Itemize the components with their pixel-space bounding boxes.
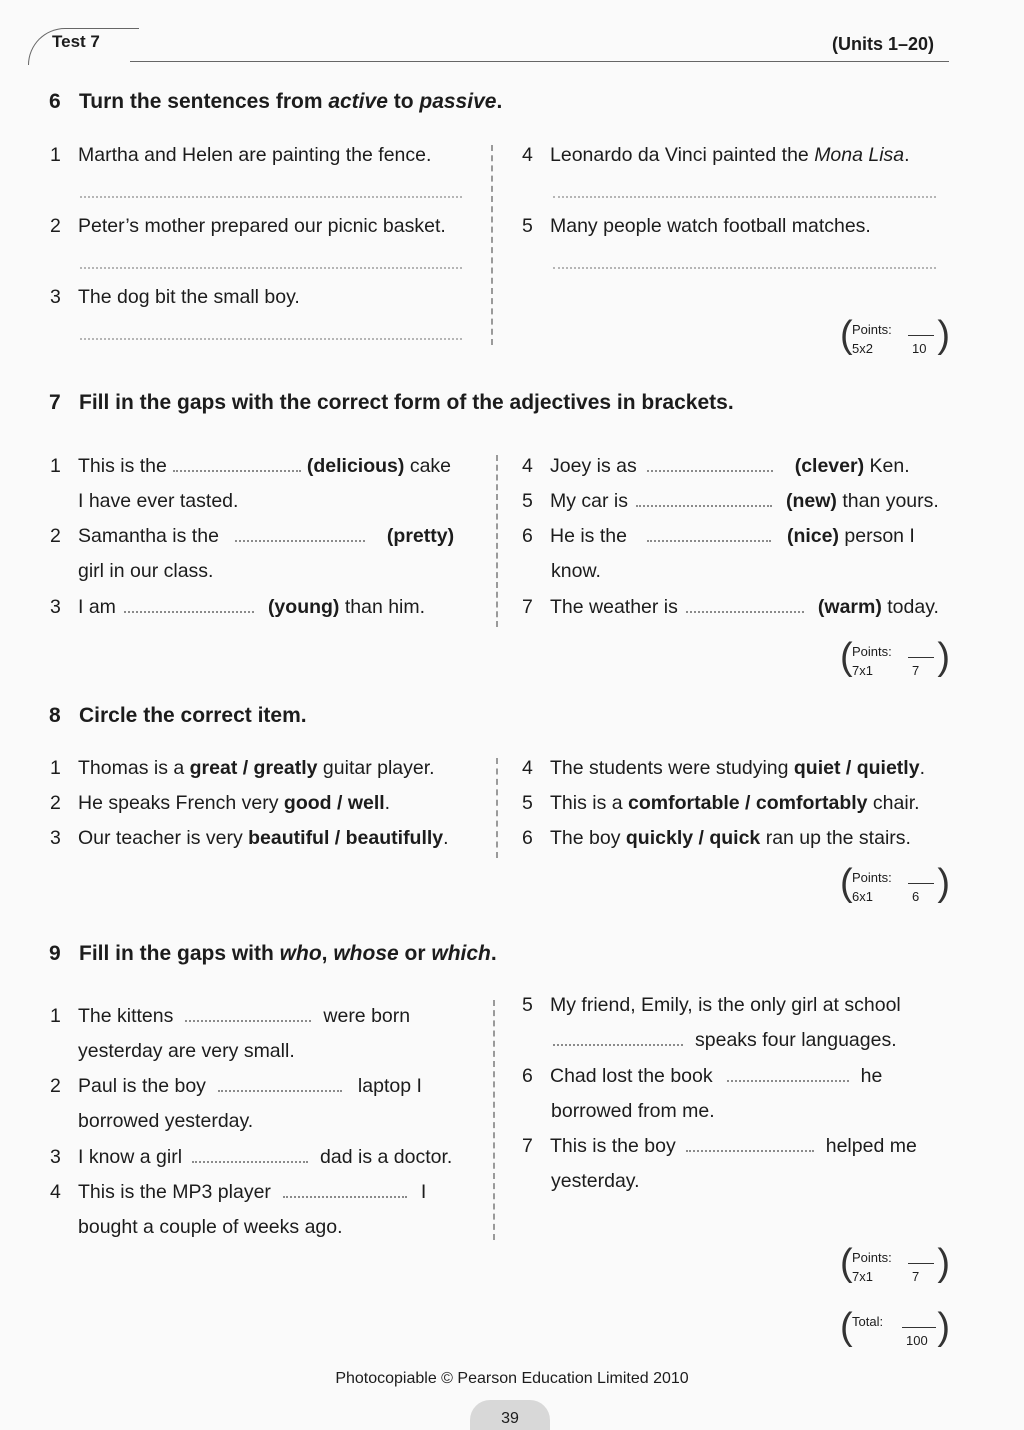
gap[interactable] <box>636 491 772 507</box>
s9-item-4-cont: bought a couple of weeks ago. <box>78 1216 343 1238</box>
s8-item-5: 5 This is a comfortable / comfortably chair. <box>522 792 920 814</box>
s7-item-2: 2 Samantha is the (pretty) <box>50 525 455 547</box>
s6-item-4: 4 Leonardo da Vinci painted the Mona Lisa. <box>522 144 910 166</box>
s9-item-6: 6 Chad lost the book he <box>522 1065 883 1087</box>
total-box: ( Total: 100 ) <box>840 1306 950 1348</box>
section-9-title: 9 Fill in the gaps with who, whose or which. <box>49 942 497 965</box>
s7-item-2-cont: girl in our class. <box>78 560 214 582</box>
points-box-6: ( Points: 5x2 10 ) <box>840 314 950 356</box>
s7-item-5: 5 My car is (new) than yours. <box>522 490 939 512</box>
points-box-8: ( Points: 6x1 6 ) <box>840 862 950 904</box>
gap[interactable] <box>686 597 804 613</box>
gap[interactable] <box>686 1136 814 1152</box>
s9-item-2: 2 Paul is the boy laptop I <box>50 1075 422 1097</box>
s8-item-6: 6 The boy quickly / quick ran up the stairs. <box>522 827 911 849</box>
gap[interactable] <box>647 456 773 472</box>
column-divider <box>491 145 493 345</box>
s8-item-3: 3 Our teacher is very beautiful / beautifully. <box>50 827 449 849</box>
s9-item-7: 7 This is the boy helped me <box>522 1135 917 1157</box>
s6-item-1: 1 Martha and Helen are painting the fence. <box>50 144 432 166</box>
gap[interactable] <box>192 1147 308 1163</box>
gap[interactable] <box>283 1182 407 1198</box>
header-rule <box>130 61 949 62</box>
s9-item-5: 5 My friend, Emily, is the only girl at school <box>522 994 901 1016</box>
s6-item-5: 5 Many people watch football matches. <box>522 215 871 237</box>
s6-item-2: 2 Peter’s mother prepared our picnic basket. <box>50 215 446 237</box>
s7-item-7: 7 The weather is (warm) today. <box>522 596 939 618</box>
gap[interactable] <box>235 526 365 542</box>
copyright-footer: Photocopiable © Pearson Education Limited 2010 <box>335 1370 689 1387</box>
s8-item-1: 1 Thomas is a great / greatly guitar player. <box>50 757 435 779</box>
s9-item-2-cont: borrowed yesterday. <box>78 1110 254 1132</box>
s9-item-6-cont: borrowed from me. <box>551 1100 715 1122</box>
gap[interactable] <box>218 1076 342 1092</box>
s7-item-3: 3 I am (young) than him. <box>50 596 426 618</box>
section-8-title: 8 Circle the correct item. <box>49 704 307 727</box>
points-box-9: ( Points: 7x1 7 ) <box>840 1242 950 1284</box>
gap[interactable] <box>124 597 254 613</box>
gap[interactable] <box>173 456 301 472</box>
column-divider <box>493 1000 495 1240</box>
s7-item-4: 4 Joey is as (clever) Ken. <box>522 455 910 477</box>
test-title: Test 7 <box>52 32 100 51</box>
units-label: (Units 1–20) <box>832 34 935 54</box>
s9-item-1-cont: yesterday are very small. <box>78 1040 295 1062</box>
section-7-title: 7 Fill in the gaps with the correct form of the adjectives in brackets. <box>49 391 734 414</box>
s7-item-6: 6 He is the (nice) person I <box>522 525 915 547</box>
s9-item-3: 3 I know a girl dad is a doctor. <box>50 1146 453 1168</box>
s9-item-4: 4 This is the MP3 player I <box>50 1181 427 1203</box>
s7-item-1-cont: I have ever tasted. <box>78 490 239 512</box>
page-number: 39 <box>470 1400 550 1430</box>
gap[interactable] <box>647 526 771 542</box>
gap[interactable] <box>185 1006 311 1022</box>
s8-item-4: 4 The students were studying quiet / quietly. <box>522 757 925 779</box>
s8-item-2: 2 He speaks French very good / well. <box>50 792 391 814</box>
s9-item-1: 1 The kittens were born <box>50 1005 411 1027</box>
answer-line[interactable] <box>80 196 462 198</box>
column-divider <box>496 455 498 627</box>
s9-item-7-cont: yesterday. <box>551 1170 640 1192</box>
s6-item-3: 3 The dog bit the small boy. <box>50 286 300 308</box>
answer-line[interactable] <box>80 267 462 269</box>
column-divider <box>496 758 498 858</box>
answer-line[interactable] <box>553 196 936 198</box>
s9-item-5-cont: speaks four languages. <box>551 1023 897 1058</box>
s7-item-1: 1 This is the (delicious) cake <box>50 455 452 477</box>
gap[interactable] <box>727 1066 849 1082</box>
answer-line[interactable] <box>553 267 936 269</box>
answer-line[interactable] <box>80 338 462 340</box>
s7-item-6-cont: know. <box>551 560 601 582</box>
section-6-title: 6 Turn the sentences from active to passive. <box>49 90 503 113</box>
gap[interactable] <box>553 1030 683 1046</box>
points-box-7: ( Points: 7x1 7 ) <box>840 636 950 678</box>
